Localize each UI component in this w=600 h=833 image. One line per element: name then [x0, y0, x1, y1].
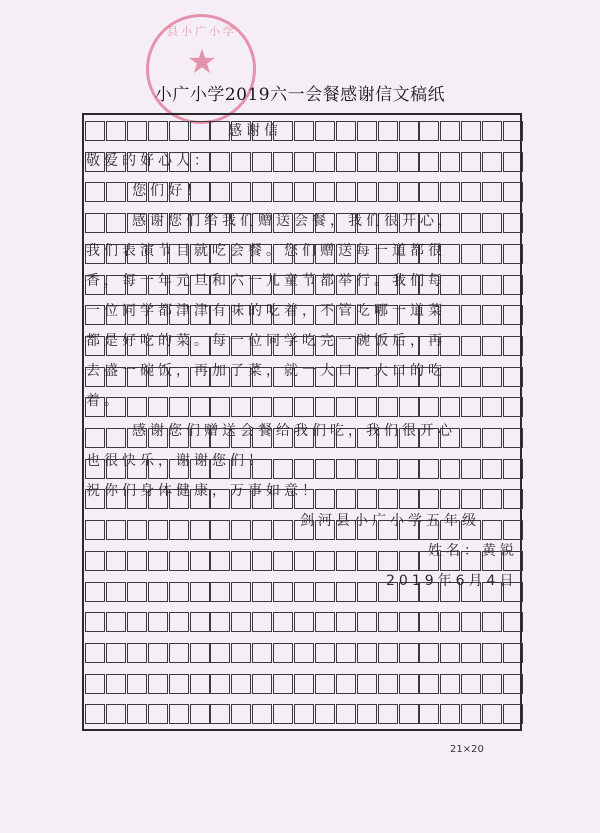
grid-cell [399, 121, 419, 141]
grid-cell [210, 520, 230, 540]
grid-cell [169, 674, 189, 694]
grid-cell [169, 582, 189, 602]
grid-cell [378, 643, 398, 663]
grid-cell [482, 275, 502, 295]
letter-paragraph-line: 去盛一碗饭，再加了菜，就一大口一大口的吃 [86, 363, 446, 379]
grid-cell [190, 643, 210, 663]
grid-cell [461, 244, 481, 264]
grid-cell [336, 397, 356, 417]
grid-cell [378, 182, 398, 202]
grid-cell [190, 674, 210, 694]
grid-cell [336, 582, 356, 602]
grid-cell [461, 275, 481, 295]
grid-cell [231, 397, 251, 417]
grid-cell [378, 459, 398, 479]
grid-cell [357, 152, 377, 172]
grid-cell [273, 612, 293, 632]
grid-cell [169, 121, 189, 141]
grid-cell [85, 213, 105, 233]
grid-cell [210, 152, 230, 172]
grid-cell [190, 121, 210, 141]
grid-cell [503, 459, 523, 479]
grid-cell [273, 551, 293, 571]
grid-row [84, 674, 524, 704]
grid-cell [127, 121, 147, 141]
signature-name: 姓名：黄锐 [428, 543, 518, 559]
letter-paragraph-line: 一位同学都津津有味的吃着，不管吃哪一道菜 [86, 303, 446, 319]
grid-cell [294, 459, 314, 479]
letter-paragraph-line: 都是好吃的菜。每一位同学吃完一碗饭后，再 [86, 333, 446, 349]
grid-cell [357, 182, 377, 202]
grid-cell [399, 551, 419, 571]
grid-cell [482, 305, 502, 325]
grid-cell [190, 397, 210, 417]
grid-cell [190, 612, 210, 632]
grid-cell [482, 459, 502, 479]
star-icon: ★ [186, 42, 218, 82]
grid-cell [503, 336, 523, 356]
grid-cell [336, 152, 356, 172]
grid-cell [148, 121, 168, 141]
grid-cell [440, 612, 460, 632]
grid-cell [252, 182, 272, 202]
grid-cell [85, 582, 105, 602]
letter-closing: 祝你们身体健康，万事如意！ [86, 483, 320, 499]
grid-cell [190, 704, 210, 724]
grid-cell [127, 643, 147, 663]
grid-cell [127, 582, 147, 602]
grid-cell [461, 213, 481, 233]
grid-cell [85, 612, 105, 632]
grid-cell [419, 152, 439, 172]
grid-cell [482, 489, 502, 509]
grid-cell [294, 643, 314, 663]
grid-cell [461, 182, 481, 202]
grid-cell [148, 643, 168, 663]
grid-cell [440, 674, 460, 694]
grid-cell [315, 612, 335, 632]
grid-cell [148, 397, 168, 417]
grid-cell [482, 520, 502, 540]
grid-cell [461, 428, 481, 448]
grid-cell [106, 520, 126, 540]
grid-cell [273, 182, 293, 202]
grid-cell [419, 397, 439, 417]
grid-cell [148, 520, 168, 540]
grid-cell [106, 121, 126, 141]
grid-cell [231, 612, 251, 632]
grid-cell [482, 397, 502, 417]
grid-cell [127, 612, 147, 632]
grid-cell [252, 704, 272, 724]
grid-cell [315, 397, 335, 417]
grid-cell [419, 643, 439, 663]
grid-cell [440, 397, 460, 417]
grid-cell [482, 121, 502, 141]
grid-cell [169, 397, 189, 417]
grid-cell [336, 643, 356, 663]
grid-cell [336, 674, 356, 694]
grid-cell [169, 612, 189, 632]
grid-cell [399, 397, 419, 417]
grid-cell [503, 674, 523, 694]
grid-row [84, 643, 524, 673]
grid-cell [169, 704, 189, 724]
grid-row [84, 121, 524, 151]
grid-cell [190, 582, 210, 602]
grid-cell [148, 551, 168, 571]
grid-cell [419, 612, 439, 632]
grid-cell [210, 674, 230, 694]
grid-cell [210, 612, 230, 632]
grid-cell [231, 551, 251, 571]
grid-cell [482, 182, 502, 202]
grid-cell [294, 152, 314, 172]
letter-paragraph-line: 也很快乐，谢谢您们！ [86, 453, 266, 469]
grid-cell [273, 397, 293, 417]
grid-cell [440, 182, 460, 202]
grid-cell [482, 643, 502, 663]
grid-cell [336, 704, 356, 724]
grid-cell [461, 367, 481, 387]
grid-cell [127, 397, 147, 417]
grid-cell [503, 275, 523, 295]
grid-cell [357, 459, 377, 479]
grid-cell [461, 305, 481, 325]
grid-cell [148, 582, 168, 602]
grid-cell [336, 489, 356, 509]
grid-cell [482, 336, 502, 356]
grid-cell [252, 643, 272, 663]
grid-cell [336, 551, 356, 571]
grid-cell [294, 704, 314, 724]
grid-cell [231, 643, 251, 663]
grid-cell [252, 397, 272, 417]
grid-cell [127, 674, 147, 694]
grid-cell [503, 397, 523, 417]
grid-cell [503, 305, 523, 325]
letter-paragraph-line: 香，每一年元旦和六一儿童节都举行。我们每 [86, 273, 446, 289]
grid-cell [273, 582, 293, 602]
letter-date: 2019年6月4日 [386, 573, 518, 589]
grid-row [84, 612, 524, 642]
grid-cell [461, 336, 481, 356]
grid-cell [85, 121, 105, 141]
grid-cell [294, 551, 314, 571]
grid-cell [169, 551, 189, 571]
grid-cell [210, 643, 230, 663]
grid-cell [378, 612, 398, 632]
grid-cell [85, 520, 105, 540]
grid-cell [336, 459, 356, 479]
grid-cell [85, 674, 105, 694]
grid-cell [273, 459, 293, 479]
grid-cell [440, 489, 460, 509]
grid-cell [399, 152, 419, 172]
grid-cell [399, 612, 419, 632]
grid-cell [440, 704, 460, 724]
grid-cell [419, 489, 439, 509]
paper-format-code: 21×20 [450, 744, 484, 755]
grid-cell [252, 582, 272, 602]
stamp-ring-text: 县小广小学 [167, 25, 237, 38]
letter-paragraph-line: 感谢您们赠送会餐给我们吃，我们很开心 [132, 423, 456, 439]
grid-cell [190, 520, 210, 540]
grid-cell [85, 704, 105, 724]
grid-cell [273, 704, 293, 724]
grid-cell [461, 643, 481, 663]
school-seal-stamp [146, 14, 256, 124]
grid-cell [127, 551, 147, 571]
grid-cell [190, 551, 210, 571]
grid-cell [482, 367, 502, 387]
grid-cell [252, 551, 272, 571]
grid-cell [503, 244, 523, 264]
grid-cell [503, 152, 523, 172]
grid-cell [315, 182, 335, 202]
grid-cell [419, 704, 439, 724]
grid-cell [440, 121, 460, 141]
grid-cell [127, 704, 147, 724]
grid-cell [461, 459, 481, 479]
grid-cell [378, 152, 398, 172]
grid-cell [440, 459, 460, 479]
grid-cell [85, 182, 105, 202]
grid-cell [503, 428, 523, 448]
grid-cell [231, 152, 251, 172]
grid-cell [315, 551, 335, 571]
grid-cell [85, 551, 105, 571]
grid-cell [503, 520, 523, 540]
grid-cell [419, 459, 439, 479]
grid-cell [461, 612, 481, 632]
grid-cell [482, 213, 502, 233]
grid-cell [461, 152, 481, 172]
grid-cell [273, 643, 293, 663]
grid-cell [106, 612, 126, 632]
grid-cell [482, 612, 502, 632]
letter-paragraph-line: 我们表演节目就吃会餐。您们赠送每一道都很 [86, 243, 446, 259]
grid-cell [315, 704, 335, 724]
grid-cell [357, 397, 377, 417]
grid-cell [252, 520, 272, 540]
grid-cell [85, 643, 105, 663]
grid-cell [106, 551, 126, 571]
grid-cell [231, 674, 251, 694]
grid-cell [169, 520, 189, 540]
grid-cell [399, 459, 419, 479]
grid-cell [85, 428, 105, 448]
grid-cell [148, 674, 168, 694]
grid-cell [210, 551, 230, 571]
grid-cell [399, 674, 419, 694]
grid-cell [440, 152, 460, 172]
grid-cell [482, 674, 502, 694]
letter-paragraph-line: 感谢您们给我们赠送会餐，我们很开心， [132, 213, 456, 229]
grid-cell [336, 182, 356, 202]
grid-cell [106, 643, 126, 663]
grid-cell [482, 244, 502, 264]
letter-salutation: 敬爱的好心人： [86, 153, 212, 169]
grid-cell [106, 674, 126, 694]
grid-cell [378, 704, 398, 724]
grid-cell [148, 704, 168, 724]
grid-cell [378, 121, 398, 141]
grid-cell [419, 182, 439, 202]
grid-cell [419, 121, 439, 141]
grid-cell [482, 428, 502, 448]
grid-cell [231, 582, 251, 602]
grid-cell [210, 182, 230, 202]
grid-cell [294, 121, 314, 141]
grid-cell [231, 182, 251, 202]
grid-cell [419, 674, 439, 694]
grid-cell [294, 674, 314, 694]
grid-cell [503, 182, 523, 202]
grid-cell [315, 121, 335, 141]
grid-cell [252, 152, 272, 172]
grid-cell [378, 489, 398, 509]
grid-cell [252, 612, 272, 632]
grid-cell [440, 643, 460, 663]
grid-cell [169, 643, 189, 663]
grid-cell [315, 459, 335, 479]
grid-cell [399, 704, 419, 724]
grid-cell [399, 489, 419, 509]
grid-cell [106, 213, 126, 233]
grid-cell [357, 704, 377, 724]
grid-cell [336, 612, 356, 632]
grid-cell [357, 551, 377, 571]
grid-cell [378, 551, 398, 571]
grid-cell [315, 152, 335, 172]
grid-cell [294, 397, 314, 417]
grid-cell [294, 182, 314, 202]
grid-cell [461, 704, 481, 724]
grid-cell [503, 612, 523, 632]
grid-cell [252, 674, 272, 694]
grid-cell [210, 704, 230, 724]
grid-cell [315, 674, 335, 694]
grid-cell [503, 121, 523, 141]
grid-cell [210, 582, 230, 602]
signature-school: 剑河县小广小学五年级 [300, 513, 480, 529]
grid-cell [378, 397, 398, 417]
grid-cell [461, 397, 481, 417]
grid-cell [482, 704, 502, 724]
letter-paragraph-line: 着。 [86, 393, 122, 409]
grid-cell [273, 152, 293, 172]
grid-cell [503, 489, 523, 509]
grid-cell [399, 643, 419, 663]
grid-cell [357, 643, 377, 663]
grid-cell [106, 428, 126, 448]
grid-cell [503, 704, 523, 724]
grid-cell [106, 182, 126, 202]
grid-cell [273, 520, 293, 540]
grid-cell [148, 612, 168, 632]
grid-cell [106, 704, 126, 724]
grid-cell [315, 582, 335, 602]
grid-cell [357, 674, 377, 694]
grid-cell [210, 397, 230, 417]
letter-greeting: 您们好！ [132, 183, 204, 199]
grid-cell [273, 674, 293, 694]
grid-cell [231, 704, 251, 724]
grid-cell [503, 213, 523, 233]
grid-cell [357, 121, 377, 141]
grid-cell [357, 489, 377, 509]
grid-cell [461, 674, 481, 694]
grid-cell [106, 582, 126, 602]
grid-row [84, 704, 524, 734]
grid-cell [482, 152, 502, 172]
grid-cell [294, 582, 314, 602]
grid-cell [461, 489, 481, 509]
grid-cell [231, 520, 251, 540]
grid-cell [503, 367, 523, 387]
grid-cell [378, 674, 398, 694]
grid-cell [336, 121, 356, 141]
grid-cell [461, 121, 481, 141]
grid-cell [399, 182, 419, 202]
grid-cell [294, 612, 314, 632]
grid-cell [357, 612, 377, 632]
grid-cell [503, 643, 523, 663]
page-title: 小广小学2019六一会餐感谢信文稿纸 [154, 85, 446, 105]
grid-cell [127, 520, 147, 540]
grid-cell [357, 582, 377, 602]
grid-cell [315, 643, 335, 663]
letter-heading: 感谢信 [228, 123, 282, 139]
